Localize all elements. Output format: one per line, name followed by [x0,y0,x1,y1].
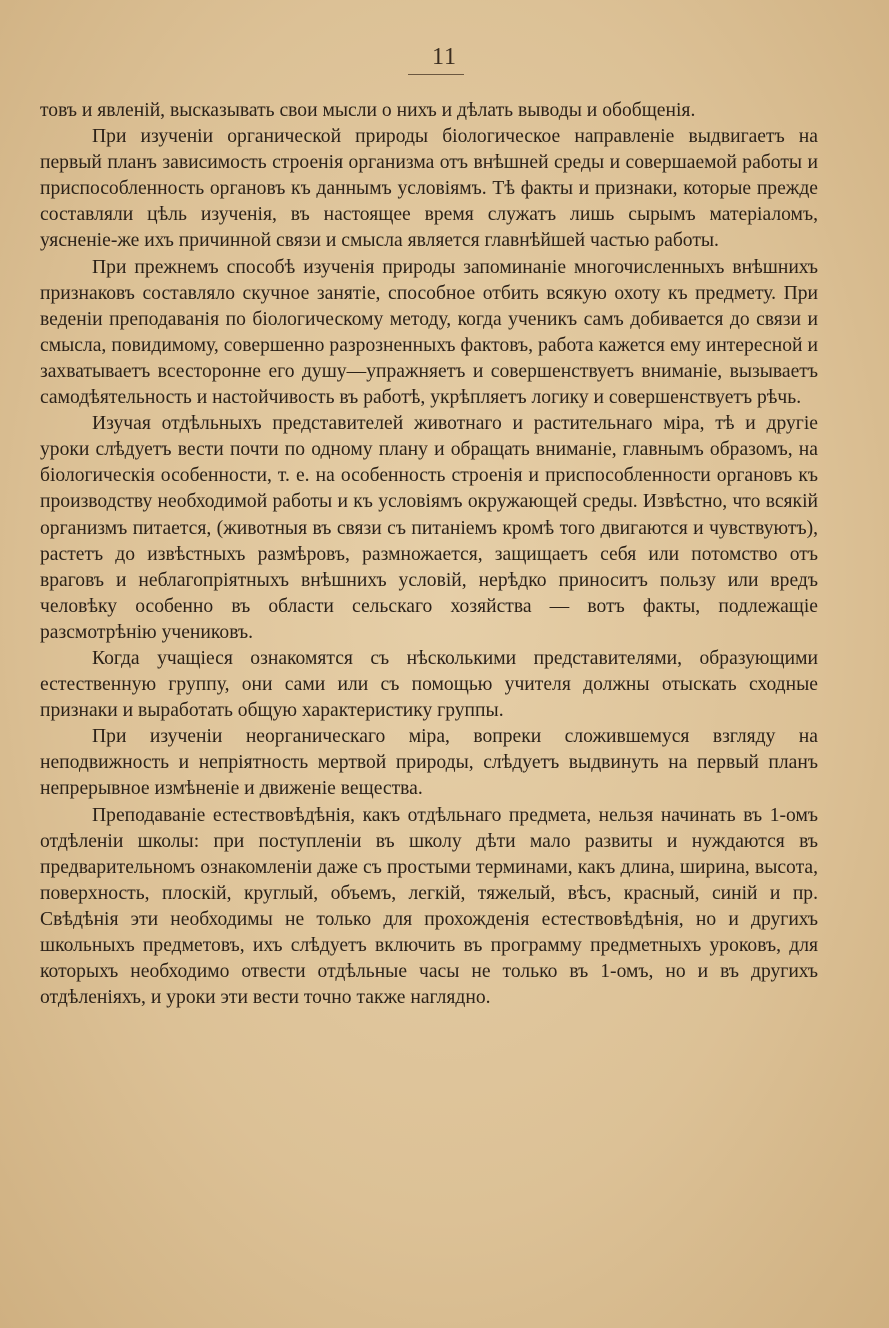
paragraph: Когда учащіеся ознакомятся съ нѣсколькими представителями, образующими естественную группу, они сами или съ помощью учителя должны отыскать сходные признаки и выработать общую характеристику группы. [40,647,818,722]
paragraph: Преподаваніе естествовѣдѣнія, какъ отдѣльнаго предмета, нельзя начинать въ 1-омъ отдѣленіи школы: при поступленіи въ школу дѣти мало развиты и нуждаются въ предварительномъ ознакомленіи даже съ простыми терминами, какъ длина, ширина, высота, поверхность, плоскій, круглый, объемъ, легкій, тяжелый, вѣсъ, красный, синій и пр. Свѣдѣнія эти необходимы не только для прохожденія естествовѣдѣнія, но и другихъ школьныхъ предметовъ, ихъ слѣдуетъ включить въ программу предметныхъ уроковъ, для которыхъ необходимо отвести отдѣльные часы не только въ 1-омъ, но и въ другихъ отдѣленіяхъ, и уроки эти вести точно также наглядно. [40,804,818,1009]
page-number-rule [408,74,464,75]
body-text [40,98,818,1011]
paragraph: При изученіи неорганическаго міра, вопреки сложившемуся взгляду на неподвижность и непріятность мертвой природы, слѣдуетъ выдвинуть на первый планъ непрерывное измѣненіе и движеніе вещества. [40,726,818,800]
paragraph: Изучая отдѣльныхъ представителей животнаго и растительнаго міра, тѣ и другіе уроки слѣдуетъ вести почти по одному плану и обращать вниманіе, главнымъ образомъ, на біологическія особенности, т. е. на особенность строенія и приспособленности органовъ къ производству необходимой работы и къ условіямъ окружающей среды. Извѣстно, что всякій организмъ питается, (животныя въ связи съ питаніемъ кромѣ того двигаются и чувствуютъ), растетъ до извѣстныхъ размѣровъ, размножается, защищаетъ себя или потомство отъ враговъ и неблагопріятныхъ внѣшнихъ условій, нерѣдко приноситъ пользу или вредъ человѣку особенно въ области сельскаго хозяйства — вотъ факты, подлежащіе разсмотрѣнію учениковъ. [40,413,818,643]
paragraph: товъ и явленій, высказывать свои мысли о нихъ и дѣлать выводы и обобщенія. [40,100,696,121]
paragraph: При прежнемъ способѣ изученія природы запоминаніе многочисленныхъ внѣшнихъ признаковъ составляло скучное занятіе, способное отбить всякую охоту къ предмету. При веденіи преподаванія по біологическому методу, когда ученикъ самъ добивается до связи и смысла, повидимому, совершенно разрозненныхъ фактовъ, работа кажется ему интересной и захватываетъ всесторонне его душу—упражняетъ и совершенствуетъ вниманіе, вызываетъ самодѣятельность и настойчивость въ работѣ, укрѣпляетъ логику и совершенствуетъ рѣчь. [40,256,818,409]
page-number: 11 [431,44,458,70]
paragraph: При изученіи органической природы біологическое направленіе выдвигаетъ на первый планъ зависимость строенія организма отъ внѣшней среды и совершаемой работы и приспособленность органовъ къ даннымъ условіямъ. Тѣ факты и признаки, которые прежде составляли цѣль изученія, въ настоящее время служатъ лишь сырымъ матеріаломъ, уясненіе-же ихъ причинной связи и смысла является главнѣйшей частью работы. [40,126,818,252]
